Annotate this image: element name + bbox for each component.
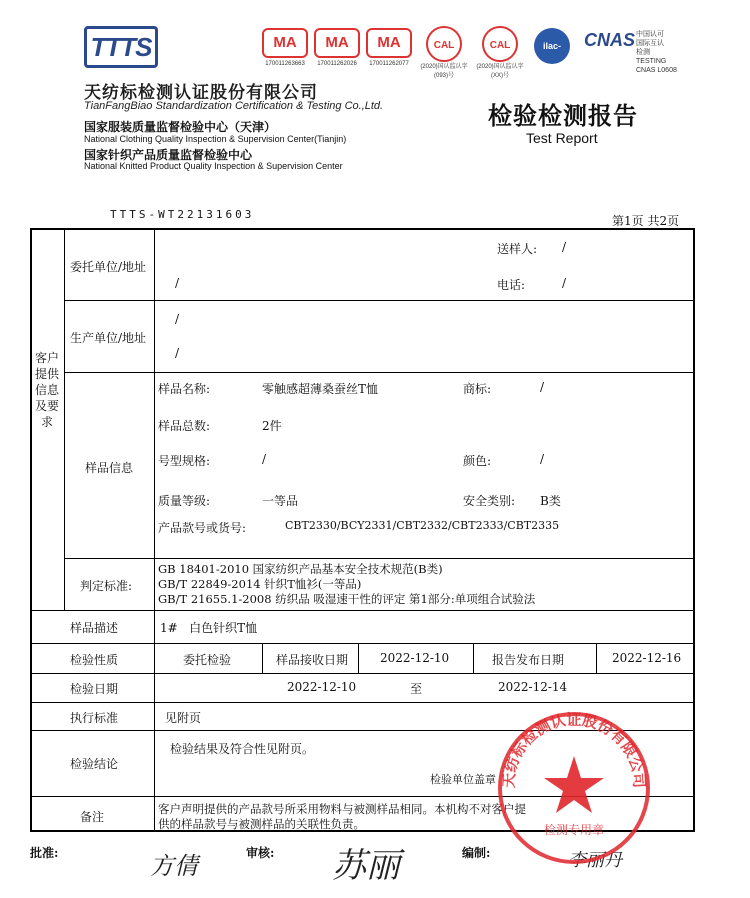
review-label: 审核: — [246, 846, 275, 860]
remark-line: 客户声明提供的产品款号所采用物料与被测样品相同。本机构不对客户提 — [158, 802, 526, 816]
test-date-to-label: 至 — [410, 682, 423, 696]
ma-mark-icon: MA — [314, 28, 360, 58]
ma-mark-number: 170011263663 — [265, 61, 305, 67]
issue-date-value: 2022-12-16 — [612, 651, 682, 665]
issue-date-label: 报告发布日期 — [492, 653, 565, 667]
client-label: 委托单位/地址 — [70, 260, 147, 274]
ilac-mra-icon: ilac-MRA — [534, 28, 570, 64]
style-no-value: CBT2330/BCY2331/CBT2332/CBT2333/CBT2335 — [285, 519, 560, 532]
test-dates-label: 检验日期 — [70, 682, 119, 696]
report-number: TTTS-WT22131603 — [110, 208, 255, 221]
nature-value: 委托检验 — [183, 653, 232, 667]
brand-value: / — [540, 380, 545, 394]
cal-mark-text: CAL — [433, 40, 455, 51]
judgment-standard-line: GB/T 21655.1-2008 纺织品 吸湿速干性的评定 第1部分:单项组合试验法 — [158, 592, 536, 606]
cal-mark-number: (2020)国认监认字(093)号 — [420, 64, 468, 79]
receive-date-value: 2022-12-10 — [380, 651, 450, 665]
sender-value: / — [562, 240, 567, 254]
sample-name-value: 零触感超薄桑蚕丝T恤 — [262, 382, 379, 396]
cnas-detail-line: CNAS L0608 — [636, 67, 677, 74]
style-no-label: 产品款号或货号: — [158, 521, 247, 535]
cal-mark-text: CAL — [489, 40, 511, 51]
seal-label: 检验单位盖章 — [430, 773, 496, 786]
exec-standard-label: 执行标准 — [70, 711, 119, 725]
report-title-cn: 检验检测报告 — [488, 101, 638, 130]
test-date-to: 2022-12-14 — [498, 680, 568, 694]
cnas-detail-line: 国际互认 — [636, 40, 664, 47]
sample-name-label: 样品名称: — [158, 382, 211, 396]
center2-name-en: National Knitted Product Quality Inspection & Supervision Center — [84, 161, 343, 171]
conclusion-label: 检验结论 — [70, 757, 119, 771]
safety-value: B类 — [540, 494, 561, 508]
description-label: 样品描述 — [70, 621, 119, 635]
sample-count-label: 样品总数: — [158, 419, 211, 433]
approve-signature: 方倩 — [150, 852, 198, 880]
cnas-mark-details — [636, 30, 677, 75]
grade-label: 质量等级: — [158, 494, 211, 508]
company-seal — [494, 708, 654, 868]
safety-label: 安全类别: — [463, 494, 516, 508]
center1-name-en: National Clothing Quality Inspection & Supervision Center(Tianjin) — [84, 134, 347, 144]
sample-info-label: 样品信息 — [85, 461, 134, 475]
cnas-detail-line: TESTING — [636, 58, 667, 65]
phone-value: / — [562, 276, 567, 290]
remark-line: 供的样品款号与被测样品的关联性负责。 — [158, 817, 365, 831]
seal-text-path: 天纺标检测认证股份有限公司 — [499, 710, 649, 789]
nature-label: 检验性质 — [70, 653, 119, 667]
test-date-from: 2022-12-10 — [287, 680, 357, 694]
ma-mark-icon: MA — [366, 28, 412, 58]
center2-name-cn: 国家针织产品质量监督检验中心 — [84, 148, 253, 162]
producer-value-1: / — [175, 312, 180, 326]
approve-label: 批准: — [30, 846, 59, 860]
judgment-standard-line: GB 18401-2010 国家纺织产品基本安全技术规范(B类) — [158, 562, 443, 576]
prepare-signature: 李丽丹 — [568, 850, 622, 871]
exec-standard-value: 见附页 — [165, 711, 202, 725]
judgment-standard-line: GB/T 22849-2014 针织T恤衫(一等品) — [158, 577, 362, 591]
ma-mark-number: 170011262077 — [369, 61, 409, 67]
brand-label: 商标: — [463, 382, 492, 396]
company-name-en: TianFangBiao Standardization Certification & Testing Co.,Ltd. — [84, 100, 384, 112]
color-value: / — [540, 452, 545, 466]
company-logo: TTTS — [84, 26, 158, 68]
cnas-detail-line: 检测 — [636, 49, 650, 56]
grade-value: 一等品 — [262, 494, 299, 508]
page-indicator: 第1页 共2页 — [612, 214, 680, 228]
color-label: 颜色: — [463, 454, 492, 468]
model-label: 号型规格: — [158, 454, 211, 468]
phone-label: 电话: — [497, 278, 526, 292]
prepare-label: 编制: — [462, 846, 491, 860]
judgment-label: 判定标准: — [80, 579, 133, 593]
cal-mark-number: (2020)国认监认字(XX)号 — [476, 64, 524, 79]
conclusion-value: 检验结果及符合性见附页。 — [170, 742, 315, 756]
company-name-cn: 天纺标检测认证股份有限公司 — [84, 83, 318, 103]
seal-bottom-text: 检测专用章 — [543, 823, 605, 837]
sample-count-value: 2件 — [262, 419, 282, 433]
producer-value-2: / — [175, 346, 180, 360]
cnas-detail-line: 中国认可 — [636, 31, 664, 38]
ma-mark-icon: MA — [262, 28, 308, 58]
seal-star-icon — [544, 756, 604, 813]
review-signature: 苏丽 — [332, 846, 400, 886]
description-value: 1# 白色针织T恤 — [160, 621, 258, 635]
producer-label: 生产单位/地址 — [70, 331, 147, 345]
sender-label: 送样人: — [497, 242, 538, 256]
cal-mark-icon — [426, 26, 462, 62]
model-value: / — [262, 452, 267, 466]
client-value: / — [175, 276, 180, 290]
client-info-side-label: 客户提供信息及要求 — [34, 351, 59, 429]
report-title-en: Test Report — [526, 130, 598, 146]
cnas-mark-icon: CNAS — [584, 30, 636, 50]
center1-name-cn: 国家服装质量监督检验中心（天津） — [84, 120, 277, 134]
remark-label: 备注 — [80, 810, 105, 824]
receive-date-label: 样品接收日期 — [276, 653, 349, 667]
ma-mark-number: 170011262026 — [317, 61, 357, 67]
cal-mark-icon — [482, 26, 518, 62]
